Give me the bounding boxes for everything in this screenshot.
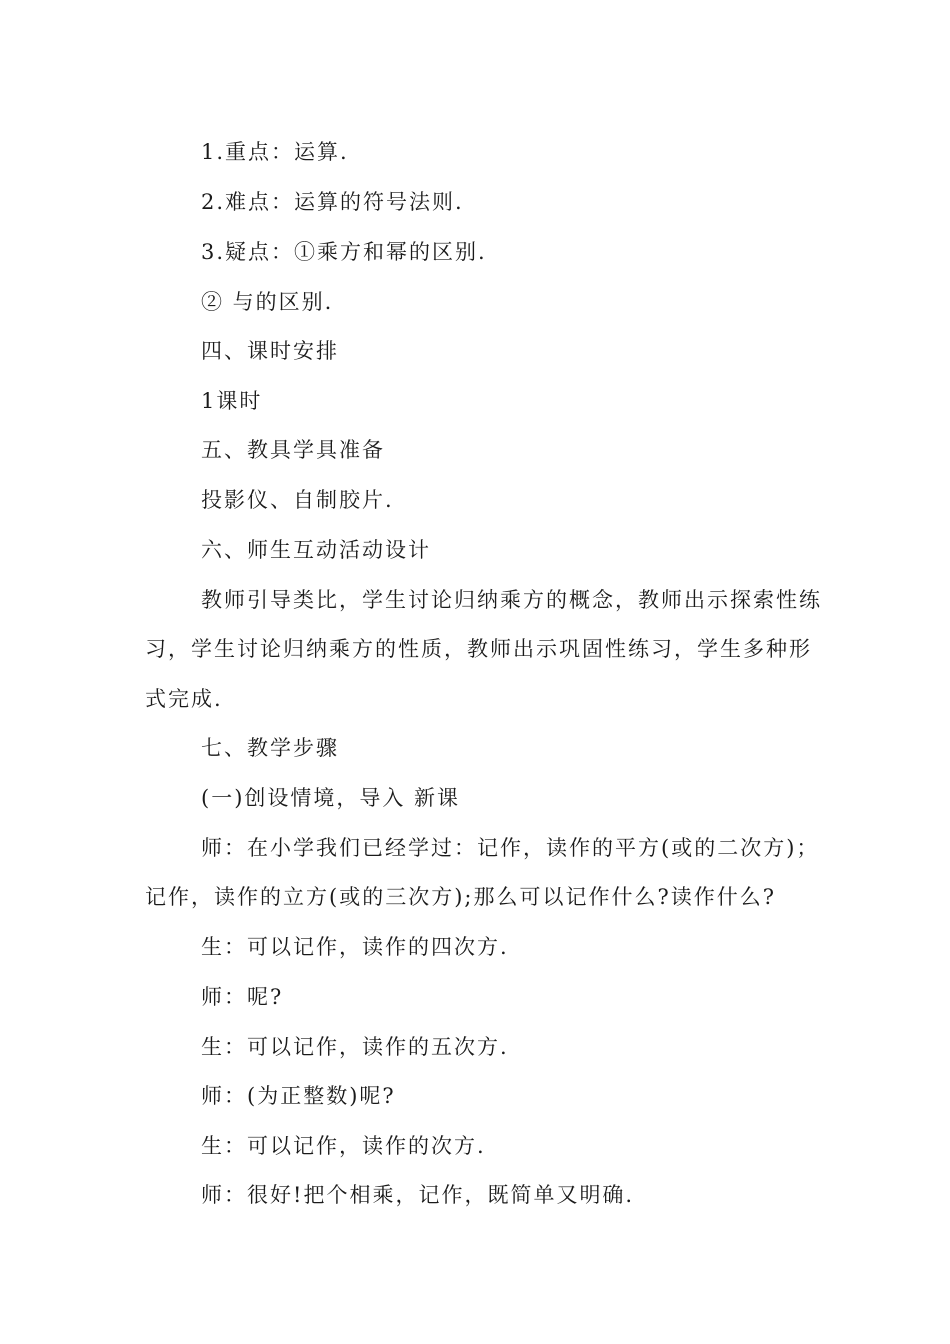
section-heading-materials: 五、教具学具准备: [201, 438, 385, 462]
interaction-paragraph-line-2: 习，学生讨论归纳乘方的性质，教师出示巩固性练习，学生多种形: [145, 637, 812, 661]
doubt-line-1: 3.疑点：①乘方和幂的区别.: [201, 240, 487, 264]
dialogue-line: 师：呢?: [201, 985, 284, 1009]
section-heading-interaction: 六、师生互动活动设计: [201, 538, 431, 562]
dialogue-line: 生：可以记作，读作的四次方.: [201, 935, 509, 959]
section-heading-steps: 七、教学步骤: [201, 736, 339, 760]
difficulty-line: 2.难点：运算的符号法则.: [201, 190, 464, 214]
interaction-paragraph-line-1: 教师引导类比，学生讨论归纳乘方的概念，教师出示探索性练: [201, 588, 822, 612]
dialogue-line-continued: 记作，读作的立方(或的三次方);那么可以记作什么?读作什么?: [145, 885, 776, 909]
doubt-line-2: ② 与的区别.: [201, 290, 334, 314]
dialogue-line: 师：(为正整数)呢?: [201, 1084, 396, 1108]
subsection-heading-intro: (一)创设情境，导入 新课: [201, 786, 461, 810]
dialogue-line: 生：可以记作，读作的次方.: [201, 1134, 486, 1158]
key-point-line: 1.重点：运算.: [201, 140, 349, 164]
interaction-paragraph-line-3: 式完成.: [145, 687, 223, 711]
dialogue-line: 生：可以记作，读作的五次方.: [201, 1035, 509, 1059]
dialogue-line: 师：在小学我们已经学过：记作，读作的平方(或的二次方)；: [201, 836, 820, 860]
materials-text: 投影仪、自制胶片.: [201, 488, 394, 512]
section-heading-schedule: 四、课时安排: [201, 339, 339, 363]
schedule-text: 1课时: [201, 389, 263, 413]
dialogue-line: 师：很好!把个相乘，记作，既简单又明确.: [201, 1183, 635, 1207]
